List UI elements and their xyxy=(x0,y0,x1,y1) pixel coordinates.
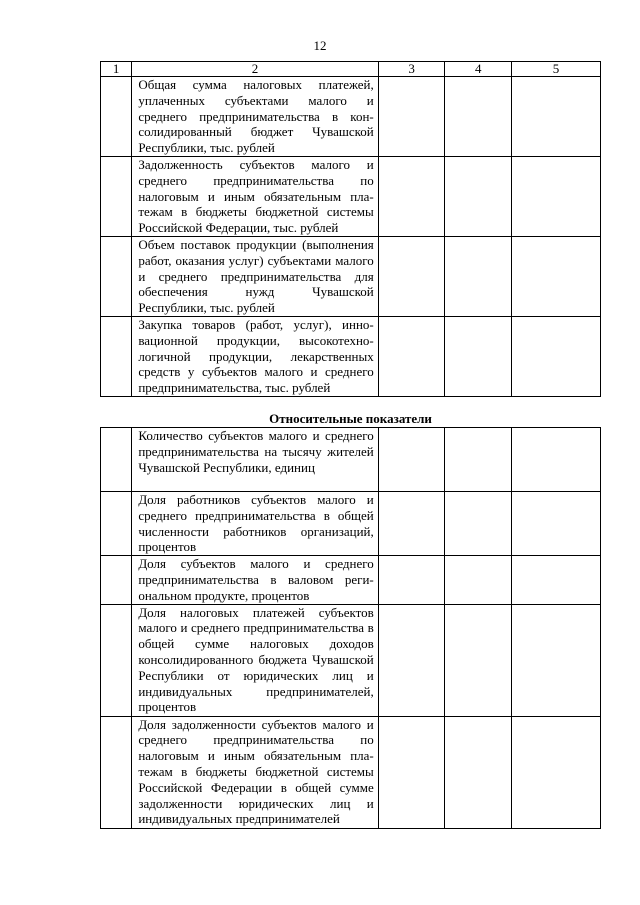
indicator-name-cell: Закупка товаров (работ, услуг), инновационной продукции, высокотехнологичной продукции, лекарственных средств у субъектов малого и среднего предпринимательства, тыс. рублей xyxy=(132,317,378,397)
value-cell xyxy=(512,604,601,716)
indicator-name-cell: Объем поставок продукции (выполнения работ, оказания услуг) субъектами малого и среднего предпринимательства для обеспечения нужд Чувашской Республики, тыс. рублей xyxy=(132,237,378,317)
value-cell xyxy=(445,428,512,492)
indicator-name-cell: Доля налоговых платежей субъектов малого и среднего предпринимательства в общей сумме налоговых доходов консолидированного бюджета Чувашской Республики от юридических лиц и индивидуальных предпринимателей, процентов xyxy=(132,604,378,716)
table-row xyxy=(101,157,601,237)
value-cell xyxy=(378,237,445,317)
table-row xyxy=(101,77,601,157)
row-number-cell xyxy=(101,716,132,828)
value-cell xyxy=(445,237,512,317)
value-cell xyxy=(445,716,512,828)
section-header-row xyxy=(101,397,601,428)
indicator-name-cell: Общая сумма налоговых платежей, уплаченных субъектами малого и среднего предпринимательства в консолидированный бюджет Чувашской Республики, тыс. рублей xyxy=(132,77,378,157)
value-cell xyxy=(445,317,512,397)
value-cell xyxy=(445,77,512,157)
row-number-cell xyxy=(101,237,132,317)
table-row xyxy=(101,428,601,492)
column-header: 3 xyxy=(378,62,445,77)
value-cell xyxy=(445,492,512,556)
value-cell xyxy=(378,556,445,604)
value-cell xyxy=(512,237,601,317)
value-cell xyxy=(512,716,601,828)
value-cell xyxy=(378,428,445,492)
table-row xyxy=(101,237,601,317)
table-row xyxy=(101,604,601,716)
table-header-row xyxy=(101,62,601,77)
value-cell xyxy=(445,556,512,604)
value-cell xyxy=(445,604,512,716)
column-header: 4 xyxy=(445,62,512,77)
indicator-name-cell: Доля задолженности субъектов малого и среднего предпринимательства по налоговым и иным обязательным платежам в бюджеты бюджетной системы Российской Федерации в общей сумме задолженности юридических лиц и индивидуальных предпринимателей xyxy=(132,716,378,828)
row-number-cell xyxy=(101,77,132,157)
indicators-table-container xyxy=(100,61,601,829)
indicator-name-cell: Доля субъектов малого и среднего предпринимательства в валовом региональном продукте, процентов xyxy=(132,556,378,604)
row-number-cell xyxy=(101,604,132,716)
value-cell xyxy=(378,716,445,828)
value-cell xyxy=(378,77,445,157)
row-number-cell xyxy=(101,492,132,556)
value-cell xyxy=(378,492,445,556)
value-cell xyxy=(512,492,601,556)
value-cell xyxy=(512,157,601,237)
value-cell xyxy=(512,428,601,492)
column-header: 1 xyxy=(101,62,132,77)
value-cell xyxy=(512,317,601,397)
row-number-cell xyxy=(101,157,132,237)
row-number-cell xyxy=(101,317,132,397)
table-row xyxy=(101,716,601,828)
table-row xyxy=(101,317,601,397)
section-title: Относительные показатели xyxy=(101,397,601,428)
value-cell xyxy=(378,317,445,397)
table-row xyxy=(101,556,601,604)
value-cell xyxy=(445,157,512,237)
column-header: 2 xyxy=(132,62,378,77)
row-number-cell xyxy=(101,556,132,604)
value-cell xyxy=(512,77,601,157)
value-cell xyxy=(378,157,445,237)
indicators-table xyxy=(100,61,601,829)
page-number: 12 xyxy=(313,38,327,53)
value-cell xyxy=(378,604,445,716)
column-header: 5 xyxy=(512,62,601,77)
indicator-name-cell: Задолженность субъектов малого и среднего предпринимательства по налоговым и иным обязательным платежам в бюджеты бюджетной системы Российской Федерации, тыс. рублей xyxy=(132,157,378,237)
indicator-name-cell: Доля работников субъектов малого и среднего предпринимательства в общей численности работников организаций, процентов xyxy=(132,492,378,556)
row-number-cell xyxy=(101,428,132,492)
indicator-name-cell: Количество субъектов малого и среднего предпринимательства на тысячу жителей Чувашской Республики, единиц xyxy=(132,428,378,492)
table-row xyxy=(101,492,601,556)
value-cell xyxy=(512,556,601,604)
